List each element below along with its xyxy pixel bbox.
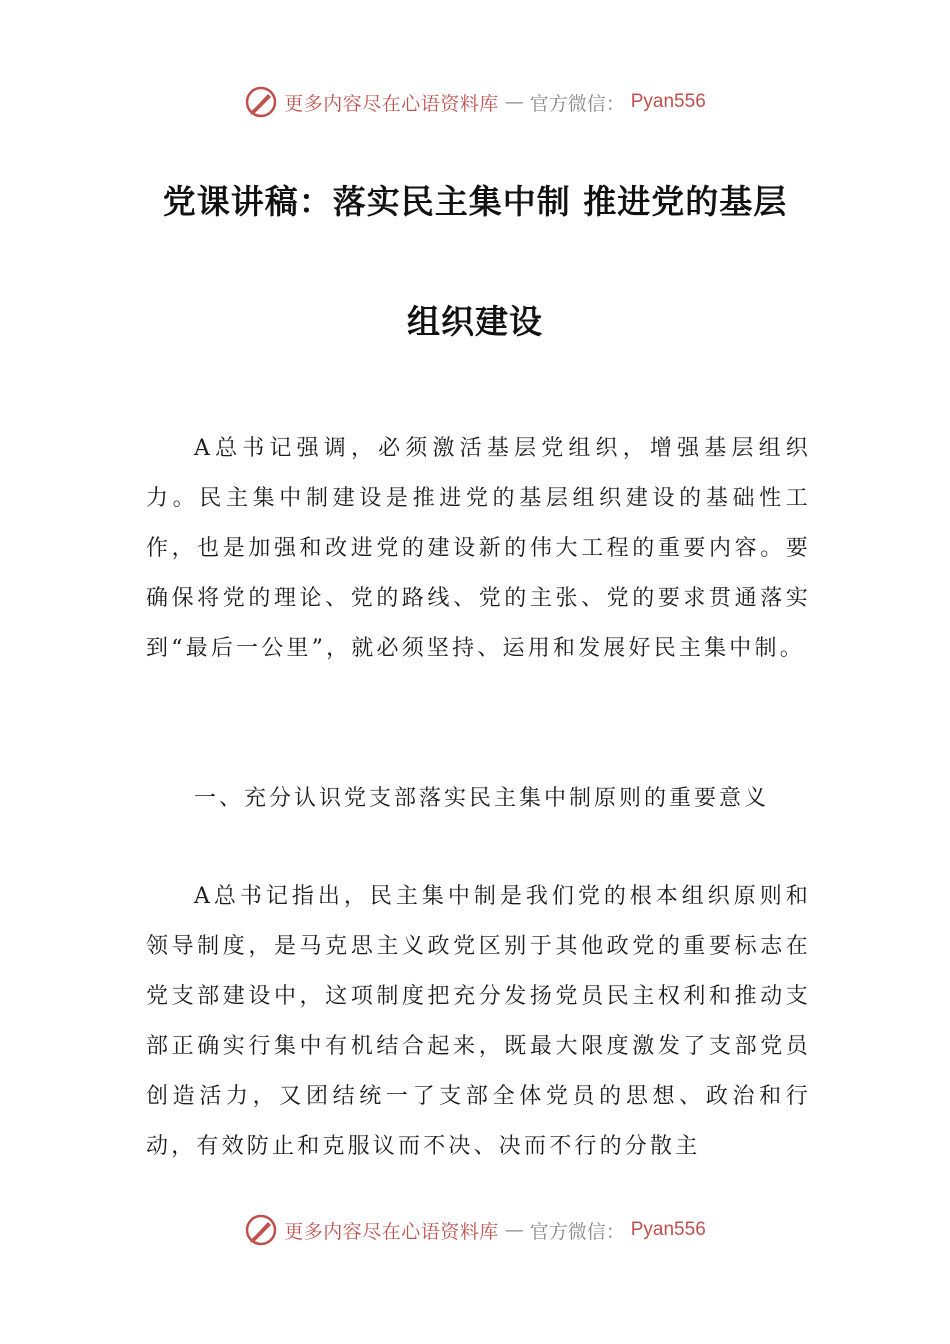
- paragraph-intro: A总书记强调，必须激活基层党组织，增强基层组织力。民主集中制建设是推进党的基层组织建设的基础性工作，也是加强和改进党的建设新的伟大工程的重要内容。要确保将党的理论、党的路线、党的主张、党的要求贯通落实到“最后一公里”，就必须坚持、运用和发展好民主集中制。: [146, 436, 811, 661]
- document-title-line1: 党课讲稿：落实民主集中制 推进党的基层: [162, 182, 788, 221]
- section-heading-1: 一、充分认识党支部落实民主集中制原则的重要意义: [194, 786, 770, 811]
- watermark-banner-bottom: [0, 1210, 950, 1250]
- watermark-banner-top: [0, 82, 950, 122]
- watermark-red-text: 更多内容尽在心语资料库: [284, 1220, 499, 1243]
- watermark-wechat-id: Pyan556: [630, 91, 706, 112]
- pen-logo-icon: [244, 85, 278, 119]
- paragraph-section-1: A总书记指出，民主集中制是我们党的根本组织原则和领导制度，是马克思主义政党区别于其他政党的重要标志在党支部建设中，这项制度把充分发扬党员民主权利和推动支部正确实行集中有机结合起来，既最大限度激发了支部党员创造活力，又团结统一了支部全体党员的思想、政治和行动，有效防止和克服议而不决、决而不行的分散主: [146, 884, 811, 1159]
- watermark-dash: —: [504, 1219, 524, 1241]
- pen-logo-icon: [244, 1213, 278, 1247]
- document-title-line2: 组织建设: [407, 302, 543, 341]
- watermark-gray-text: 官方微信：: [529, 92, 625, 115]
- watermark-red-text: 更多内容尽在心语资料库: [284, 92, 499, 115]
- watermark-wechat-id: Pyan556: [630, 1219, 706, 1240]
- watermark-dash: —: [504, 91, 524, 113]
- watermark-gray-text: 官方微信：: [529, 1220, 625, 1243]
